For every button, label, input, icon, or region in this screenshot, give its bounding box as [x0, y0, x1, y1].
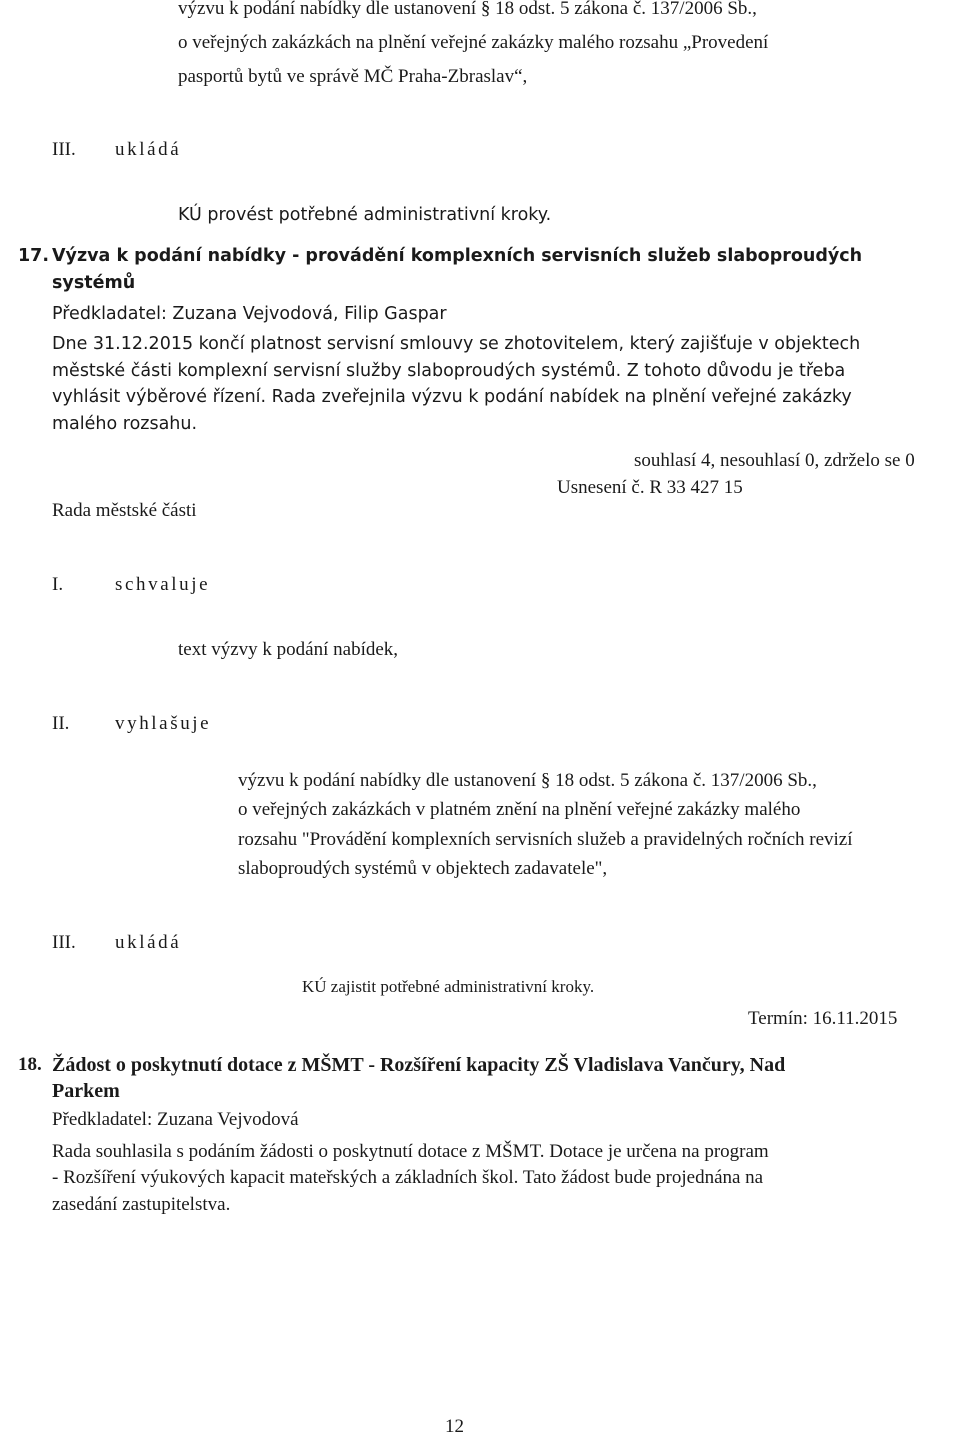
top-line-1: výzvu k podání nabídky dle ustanovení § 18 odst. 5 zákona č. 137/2006 Sb.,: [178, 0, 757, 19]
top-line-3: pasportů bytů ve správě MČ Praha-Zbraslav“,: [178, 66, 528, 87]
item-17-section-3-verb: ukládá: [115, 932, 182, 953]
item-18-number: 18.: [18, 1054, 42, 1075]
item-17-body-line-1: Dne 31.12.2015 končí platnost servisní smlouvy se zhotovitelem, který zajišťuje v objektech: [52, 334, 861, 354]
item-17-title-line-2: systémů: [52, 273, 136, 293]
item-18-title-line-1: Žádost o poskytnutí dotace z MŠMT - Rozšíření kapacity ZŠ Vladislava Vančury, Nad: [52, 1054, 786, 1076]
item-17-section-2-line-4: slaboproudých systémů v objektech zadavatele",: [238, 858, 608, 879]
item-17-presenter: Předkladatel: Zuzana Vejvodová, Filip Gaspar: [52, 304, 447, 324]
top-section-3-number: III.: [52, 139, 76, 160]
top-section-3-text: KÚ provést potřebné administrativní kroky.: [178, 205, 552, 225]
item-17-section-1-text: text výzvy k podání nabídek,: [178, 639, 399, 660]
item-17-section-2-line-1: výzvu k podání nabídky dle ustanovení § 18 odst. 5 zákona č. 137/2006 Sb.,: [238, 770, 817, 791]
item-17-section-1-verb: schvaluje: [115, 574, 211, 595]
item-17-number: 17.: [18, 246, 50, 266]
item-17-section-2-line-2: o veřejných zakázkách v platném znění na plnění veřejné zakázky malého: [238, 799, 801, 820]
item-17-section-2-verb: vyhlašuje: [115, 713, 212, 734]
item-17-body-line-2: městské části komplexní servisní služby slaboproudých systémů. Z tohoto důvodu je třeba: [52, 361, 846, 381]
item-18-presenter: Předkladatel: Zuzana Vejvodová: [52, 1109, 299, 1130]
item-17-section-3-text: KÚ zajistit potřebné administrativní kroky.: [302, 977, 595, 996]
item-17-deadline: Termín: 16.11.2015: [748, 1008, 898, 1029]
item-18-title-line-2: Parkem: [52, 1080, 120, 1102]
item-17-vote: souhlasí 4, nesouhlasí 0, zdrželo se 0: [634, 450, 915, 471]
item-17-council: Rada městské části: [52, 500, 197, 521]
page-number: 12: [445, 1416, 464, 1437]
item-18-body-line-1: Rada souhlasila s podáním žádosti o poskytnutí dotace z MŠMT. Dotace je určena na program: [52, 1141, 769, 1162]
item-18-body-line-3: zasedání zastupitelstva.: [52, 1194, 231, 1215]
item-17-body-line-4: malého rozsahu.: [52, 414, 198, 434]
item-17-section-3-number: III.: [52, 932, 76, 953]
top-section-3-verb: ukládá: [115, 139, 182, 160]
item-18-body-line-2: - Rozšíření výukových kapacit mateřských a základních škol. Tato žádost bude projednána na: [52, 1167, 764, 1188]
top-line-2: o veřejných zakázkách na plnění veřejné zakázky malého rozsahu „Provedení: [178, 32, 769, 53]
item-17-resolution: Usnesení č. R 33 427 15: [557, 477, 743, 498]
item-17-body-line-3: vyhlásit výběrové řízení. Rada zveřejnila výzvu k podání nabídek na plnění veřejné zakázky: [52, 387, 852, 407]
item-17-section-1-number: I.: [52, 574, 64, 595]
item-17-section-2-line-3: rozsahu "Provádění komplexních servisních služeb a pravidelných ročních revizí: [238, 829, 853, 850]
item-17-section-2-number: II.: [52, 713, 70, 734]
item-17-title-line-1: Výzva k podání nabídky - provádění komplexních servisních služeb slaboproudých: [52, 246, 863, 266]
